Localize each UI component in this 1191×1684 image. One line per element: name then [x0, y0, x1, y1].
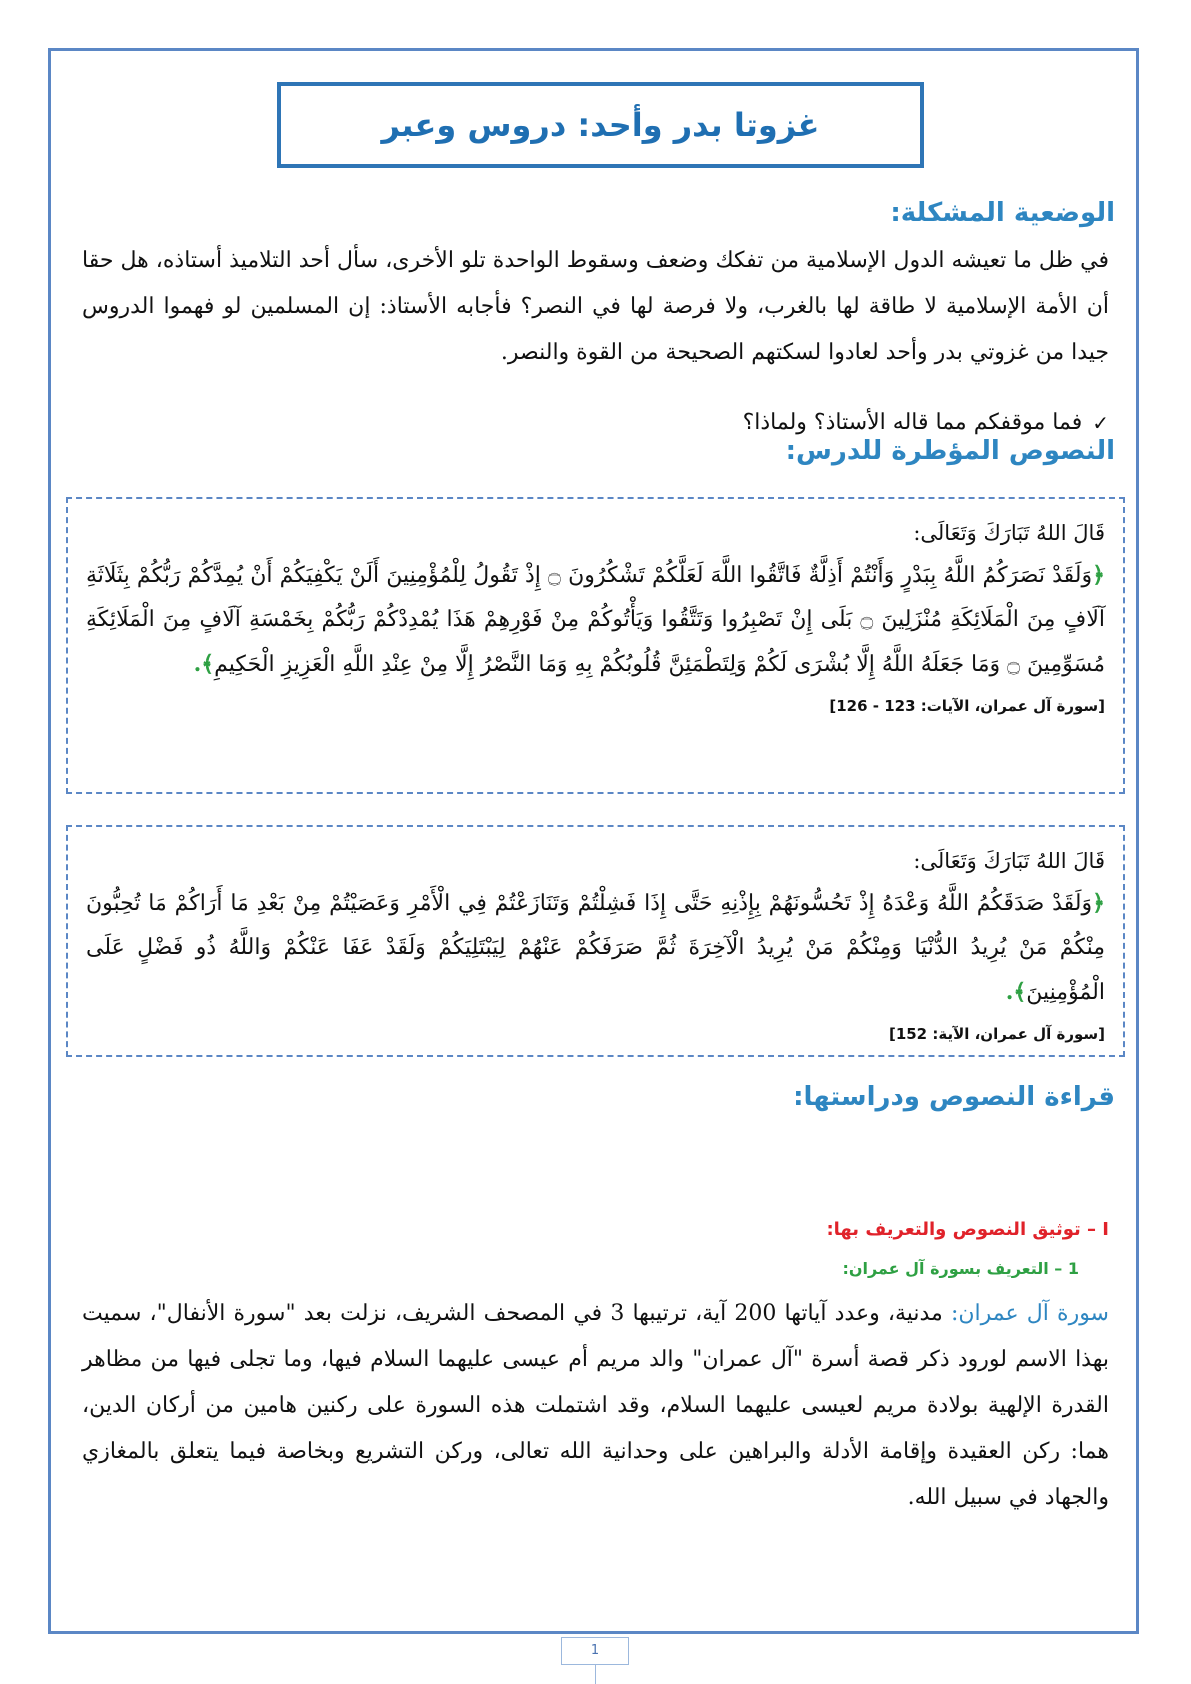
page-number-line — [595, 1665, 596, 1684]
problem-heading: الوضعية المشكلة: — [890, 198, 1115, 228]
quote-2-intro: قَالَ اللهُ تَبَارَكَ وَتَعَالَى: — [913, 849, 1105, 873]
problem-text: في ظل ما تعيشه الدول الإسلامية من تفكك وضعف وسقوط الواحدة تلو الأخرى، سأل أحد التلاميذ أستاذه، هل حقا أن الأمة الإسلامية لا طاقة لها بالغرب، ولا فرصة لها في النصر؟ فأجابه الأستاذ: إن المسلمين لو فهموا الدروس جيدا من غزوتي بدر وأحد لعادوا لسكتهم الصحيحة من القوة والنصر. — [82, 248, 1109, 365]
quote-1-open-bracket: ﴿ — [1092, 562, 1105, 588]
quote-2-open-bracket: ﴿ — [1092, 890, 1105, 916]
surah-intro-paragraph — [82, 1291, 1109, 1521]
quote-2-reference: [سورة آل عمران، الآية: 152] — [888, 1025, 1105, 1043]
quote-2-close-bracket: ﴾. — [1005, 979, 1027, 1005]
quote-2-verse — [86, 881, 1105, 1015]
quote-box-2 — [66, 825, 1125, 1057]
quote-1-verse — [86, 553, 1105, 687]
problem-question — [743, 406, 1109, 440]
lesson-title-text: غزوتا بدر وأحد: دروس وعبر — [381, 106, 820, 144]
surah-intro-text: مدنية، وعدد آياتها 200 آية، ترتيبها 3 في المصحف الشريف، نزلت بعد "سورة الأنفال"، سميت بهذا الاسم لورود ذكر قصة أسرة "آل عمران" والد مريم أم عيسى عليهما السلام فيها، وما تجلى فيها من مظاهر القدرة الإلهية بولادة مريم لعيسى عليهما السلام، وقد اشتملت هذه السورة على ركنين هامين من أركان الدين، هما: ركن العقيدة وإقامة الأدلة والبراهين على وحدانية الله تعالى، وركن التشريع وبخاصة فيما يتعلق بالمغازي والجهاد في سبيل الله. — [82, 1301, 1109, 1510]
quote-1-intro: قَالَ اللهُ تَبَارَكَ وَتَعَالَى: — [913, 521, 1105, 545]
texts-heading: النصوص المؤطرة للدرس: — [785, 436, 1115, 466]
question-text: فما موقفكم مما قاله الأستاذ؟ ولماذا؟ — [742, 410, 1083, 435]
page-number: 1 — [561, 1637, 629, 1665]
quote-1-verse-text: وَلَقَدْ نَصَرَكُمُ اللَّهُ بِبَدْرٍ وَأَنْتُمْ أَذِلَّةٌ فَاتَّقُوا اللَّهَ لَعَلَّكُمْ تَشْكُرُونَ ۝ إِذْ تَقُولُ لِلْمُؤْمِنِينَ أَلَنْ يَكْفِيَكُمْ أَنْ يُمِدَّكُمْ رَبُّكُمْ بِثَلَاثَةِ آلَافٍ مِنَ الْمَلَائِكَةِ مُنْزَلِينَ ۝ بَلَى إِنْ تَصْبِرُوا وَتَتَّقُوا وَيَأْتُوكُمْ مِنْ فَوْرِهِمْ هَذَا يُمْدِدْكُمْ رَبُّكُمْ بِخَمْسَةِ آلَافٍ مِنَ الْمَلَائِكَةِ مُسَوِّمِينَ ۝ وَمَا جَعَلَهُ اللَّهُ إِلَّا بُشْرَى لَكُمْ وَلِتَطْمَئِنَّ قُلُوبُكُمْ بِهِ وَمَا النَّصْرُ إِلَّا مِنْ عِنْدِ اللَّهِ الْعَزِيزِ الْحَكِيمِ — [86, 563, 1105, 677]
reading-heading: قراءة النصوص ودراستها: — [793, 1082, 1115, 1112]
quote-1-close-bracket: ﴾. — [193, 651, 215, 677]
subheading-surah-intro: 1 – التعريف بسورة آل عمران: — [842, 1259, 1079, 1278]
quote-box-1 — [66, 497, 1125, 794]
surah-name-lead: سورة آل عمران: — [950, 1301, 1109, 1326]
quote-1-reference: [سورة آل عمران، الآيات: 123 - 126] — [829, 697, 1105, 715]
check-icon: ✓ — [1092, 411, 1109, 435]
quote-2-verse-text: وَلَقَدْ صَدَقَكُمُ اللَّهُ وَعْدَهُ إِذْ تَحُسُّونَهُمْ بِإِذْنِهِ حَتَّى إِذَا فَشِلْتُمْ وَتَنَازَعْتُمْ فِي الْأَمْرِ وَعَصَيْتُمْ مِنْ بَعْدِ مَا أَرَاكُمْ مَا تُحِبُّونَ مِنْكُمْ مَنْ يُرِيدُ الدُّنْيَا وَمِنْكُمْ مَنْ يُرِيدُ الْآخِرَةَ ثُمَّ صَرَفَكُمْ عَنْهُمْ لِيَبْتَلِيَكُمْ وَلَقَدْ عَفَا عَنْكُمْ وَاللَّهُ ذُو فَضْلٍ عَلَى الْمُؤْمِنِينَ — [86, 891, 1105, 1005]
lesson-title — [277, 82, 924, 168]
subheading-documentation: I – توثيق النصوص والتعريف بها: — [826, 1219, 1109, 1240]
